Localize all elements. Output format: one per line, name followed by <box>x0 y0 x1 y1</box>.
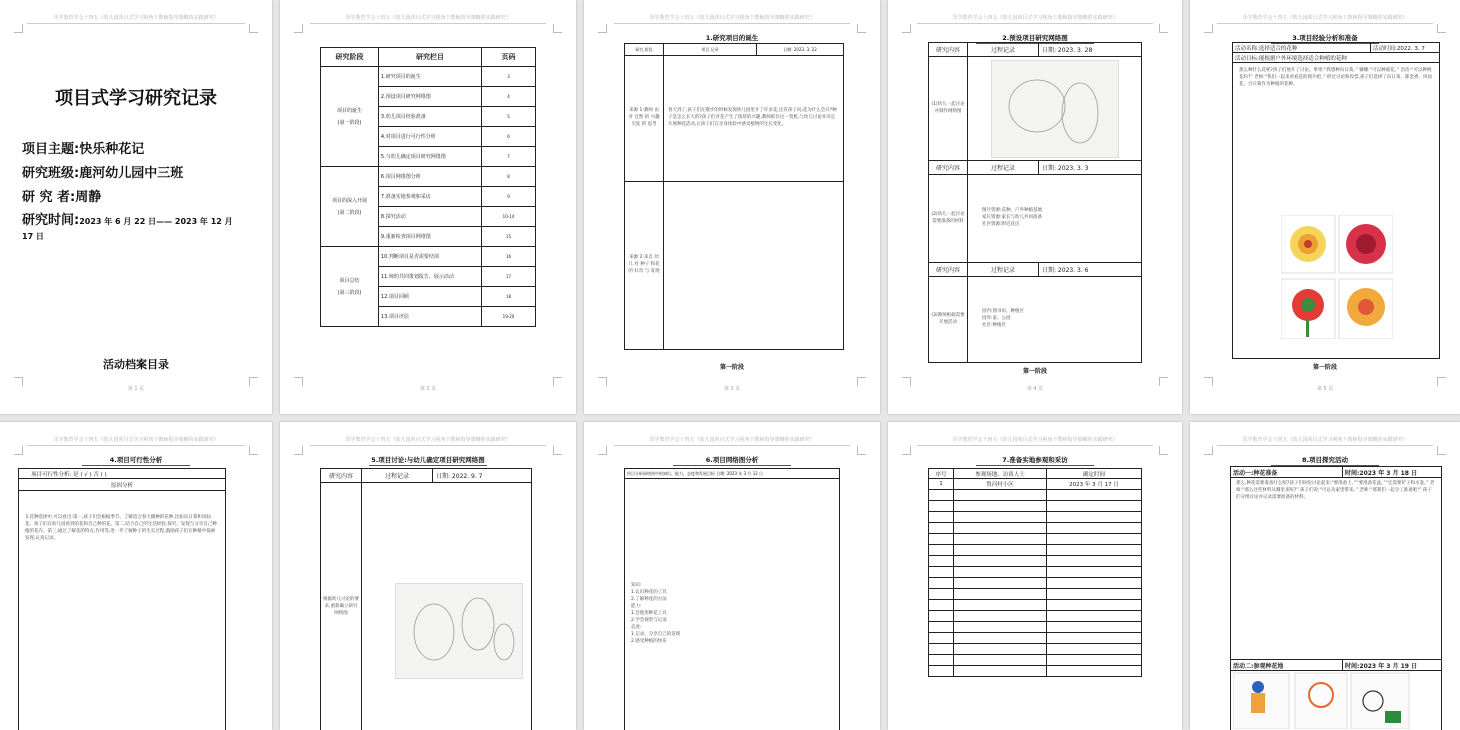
stage-label: 第一阶段 <box>719 364 744 371</box>
page-header: 乐学教育学会十四五《幼儿园项目式学习视角下教师指导策略的实践研究》 <box>1190 436 1460 446</box>
page-header: 乐学教育学会十四五《幼儿园项目式学习视角下教师指导策略的实践研究》 <box>584 14 880 24</box>
activity-text: 那么,种花需要准备什么呢?孩子们纷纷讨论起来:“要准备土。”“要准备花盆。”“还需要铲子和水壶。” 老师:“那么这些材料从哪里来呢?” 孩子们说:“可以从家里带来。” 老师:“那我们一起分工准备吧!” 孩子们分组讨论并记录需要准备的材料。 <box>1231 478 1442 660</box>
section-title: 3.项目经验分析和准备 <box>1190 33 1460 44</box>
network-sketch-photo <box>395 583 523 679</box>
page-header: 乐学教育学会十四五《幼儿园项目式学习视角下教师指导策略的实践研究》 <box>0 14 272 24</box>
doc-page-6[interactable] <box>0 422 272 730</box>
page-number: 第 5 页 <box>1316 386 1334 392</box>
section-title: 2.预设项目研究网络图 <box>888 33 1182 44</box>
network-sketch-photo <box>991 60 1119 158</box>
section-title: 5.项目讨论:与幼儿确定项目研究网络图 <box>280 455 576 466</box>
contents-table: 研究阶段 研究栏目 页码 项目的诞生 (第一阶段) 1.研究项目的诞生 3 2.预设项目研究网络图 4 3.幼儿项目经验准备 5 4.对项目进行可行性分析 6 5.与幼儿确定项目研究网络图 7 项目的深入开展 (第二阶段) 6.项目网络图分析 8 7.准备实地参观和采访 9 8.探究活动 10-14 9.重新检查项目网络图 15 项目总结 (第三阶段) 10.判断项目是否需要结项 16 11.师幼共同策划报告、展示活动 17 12.项目回顾 18 13.项目评估 19-20 <box>320 47 536 327</box>
feasibility-text: 在花种选择中,可以看出:第一,孩子们会根据季节、了解适合春天播种的花种,比如向日葵和凤仙花、孩子们在幼儿园看到的花和自己种的花。第二,结合自己的生活经验,探究、发现与分享自己种植的花卉。第三,通过了解花的特点,作用等,进一步了解种子的生长过程,鼓励孩子们在种植中探索发现,认真记录。 <box>19 491 226 730</box>
doc-page-8[interactable] <box>584 422 880 730</box>
page-header: 乐学教育学会十四五《幼儿园项目式学习视角下教师指导策略的实践研究》 <box>280 436 576 446</box>
toc-item[interactable]: 11.师幼共同策划报告、展示活动 <box>378 267 481 287</box>
page-header: 乐学教育学会十四五《幼儿园项目式学习视角下教师指导策略的实践研究》 <box>0 436 272 446</box>
doc-page-1[interactable] <box>0 0 272 414</box>
activity-table: 活动名称:选择适合的花种 活动时间:2022. 3. 7 活动目标:能根据户外环境选择适合种植的花种 那么种什么花呢?孩子们展开了讨论。果果:“我想种向日葵。” 姗姗:“可以种菊花。” 浩浩:“可以种桃花吗?” 老师:“我们一起来看看花的图片吧。” 经过讨论和投票,孩子们选择了向日葵、郁金香、凤仙花、百日菊作为种植的花种。 <box>1232 42 1440 359</box>
page-header: 乐学教育学会十四五《幼儿园项目式学习视角下教师指导策略的实践研究》 <box>888 14 1182 24</box>
section-title: 1.研究项目的诞生 <box>584 33 880 44</box>
page-header: 乐学教育学会十四五《幼儿园项目式学习视角下教师指导策略的实践研究》 <box>584 436 880 446</box>
page-number: 第 3 页 <box>723 386 741 392</box>
stage-label: 第一阶段 <box>1022 368 1047 375</box>
toc-item[interactable]: 7.准备实地参观和采访 <box>378 187 481 207</box>
record-text: 春天到了,孩子们在散步的时候发现幼儿园里开了许多花,还有孩子问,花为什么会开?种子是怎么长大的?孩子们对花产生了浓厚的兴趣,教师抓住这一契机,与幼儿讨论并决定开展种花活动,让孩子们在亲身体验中感受植物的生长变化。 <box>664 56 844 182</box>
toc-item[interactable]: 10.判断项目是否需要结项 <box>378 247 481 267</box>
doc-page-4[interactable] <box>888 0 1182 414</box>
page-number: 第 2 页 <box>419 386 437 392</box>
section-title: 7.准备实地参观和采访 <box>888 455 1182 466</box>
doc-page-10[interactable] <box>1190 422 1460 730</box>
page-number: 第 1 页 <box>127 386 145 392</box>
visit-table: 序号 参观场地、访谈人士 确定时间 1 鲁河村小区 2023 年 3 月 17 日 <box>928 468 1142 677</box>
toc-item[interactable]: 5.与幼儿确定项目研究网络图 <box>378 147 481 167</box>
doc-page-3[interactable] <box>584 0 880 414</box>
analysis-table: 项目分析网络图中的知识、能力、态度和发展目标 日期: 2023 年 3 月 12 日 知识: 1.认识种花的工具 2.了解种花的方法 能力: 1.会使用种花工具 2.学会观察与记录 态度: 1.记录、分享自己的发现 2.感受种植的快乐 <box>624 468 840 730</box>
cover-title: 项目式学习研究记录 <box>55 88 217 109</box>
doc-page-5[interactable] <box>1190 0 1460 414</box>
section-title: 6.项目网络图分析 <box>584 455 880 466</box>
activity-table: 活动一:种花准备 时间:2023 年 3 月 18 日 那么,种花需要准备什么呢?孩子们纷纷讨论起来:“要准备土。”“要准备花盆。”“还需要铲子和水壶。” 老师:“那么这些材料从哪里来呢?” 孩子们说:“可以从家里带来。” 老师:“那我们一起分工准备吧!” 孩子们分组讨论并记录需要准备的材料。 活动二:参观种花地 时间:2023 年 3 月 19 日 <box>1230 466 1442 730</box>
toc-item[interactable]: 1.研究项目的诞生 <box>378 67 481 87</box>
toc-item[interactable]: 13.项目评估 <box>378 307 481 327</box>
toc-item[interactable]: 6.项目网络图分析 <box>378 167 481 187</box>
toc-item[interactable]: 4.对项目进行可行性分析 <box>378 127 481 147</box>
record-table: 研究内容 过程记录 日期: 2022. 9. 7 根据幼儿讨论的要求,重新确立研究网络图 <box>320 468 532 730</box>
record-table: 研究内容 过程记录 日期: 2023. 3. 28 (1)幼儿一起讨论并制作网络图 研究内容 过程记录 日期: 2023. 3. 3 (2)幼儿一起讨论需要准备的材料 图片资源:花种、户外种植基地 家长资源:家长与幼儿共同准备 社区资源:附近花店 研究内容 过程记录 日期: 2023. 3. 6 (3)教师根据需要开展活动 园内:图书角、种植区 园外:家、公园 社区:种植区 <box>928 42 1142 363</box>
sketch-lines <box>992 61 1118 157</box>
toc-item[interactable]: 12.项目回顾 <box>378 287 481 307</box>
stage-cell: 项目的深入开展 (第二阶段) <box>321 167 379 247</box>
doc-page-9[interactable] <box>888 422 1182 730</box>
toc-item[interactable]: 9.重新检查项目网络图 <box>378 227 481 247</box>
cover-info: 项目主题:快乐种花记 研究班级:鹿河幼儿园中三班 研 究 者:周静 研究时间:2023 年 6 月 22 日—— 2023 年 12 月 17 日 <box>22 142 233 241</box>
activity-text: 那么种什么花呢?孩子们展开了讨论。果果:“我想种向日葵。” 姗姗:“可以种菊花。” 浩浩:“可以种桃花吗?” 老师:“我们一起来看看花的图片吧。” 经过讨论和投票,孩子们选择了向日葵、郁金香、凤仙花、百日菊作为种植的花种。 <box>1239 68 1432 87</box>
toc-item[interactable]: 3.幼儿项目经验准备 <box>378 107 481 127</box>
section-title: 4.项目可行性分析 <box>0 455 272 466</box>
toc-item[interactable]: 2.预设项目研究网络图 <box>378 87 481 107</box>
flower-drawings <box>1281 215 1393 339</box>
page-header: 乐学教育学会十四五《幼儿园项目式学习视角下教师指导策略的实践研究》 <box>280 14 576 24</box>
feasibility-table: 项目可行性分析: 是 ( √ ) 否 ( ) 原因分析 在花种选择中,可以看出:第一,孩子们会根据季节、了解适合春天播种的花种,比如向日葵和凤仙花、孩子们在幼儿园看到的花和自己种的花。第二,结合自己的生活经验,探究、发现与分享自己种植的花卉。第三,通过了解花的特点,作用等,进一步了解种子的生长过程,鼓励孩子们在种植中探索发现,认真记录。 <box>18 468 226 730</box>
stage-cell: 项目的诞生 (第一阶段) <box>321 67 379 167</box>
sketch-lines <box>396 584 522 678</box>
doc-page-2[interactable] <box>280 0 576 414</box>
child-drawings <box>1233 671 1413 729</box>
record-table: 研究 阶段 项目 记录 日期: 2023. 3. 22 来源 1:教师 由对 自然 的 兴趣 引发 的 思考 春天到了,孩子们在散步的时候发现幼儿园里开了许多花,还有孩子问,花为什么会开?种子是怎么长大的?孩子们对花产生了浓厚的兴趣,教师抓住这一契机,与幼儿讨论并决定开展种花活动,让孩子们在亲身体验中感受植物的生长变化。 来源 2:来自 幼儿 对 种子 和花 的 好奇 与 发现 <box>624 43 844 350</box>
page-header: 乐学教育学会十四五《幼儿园项目式学习视角下教师指导策略的实践研究》 <box>1190 14 1460 24</box>
stage-cell: 项目总结 (第三阶段) <box>321 247 379 327</box>
page-header: 乐学教育学会十四五《幼儿园项目式学习视角下教师指导策略的实践研究》 <box>888 436 1182 446</box>
stage-label: 第一阶段 <box>1312 364 1337 371</box>
section-title: 8.项目探究活动 <box>1190 455 1460 466</box>
doc-page-7[interactable] <box>280 422 576 730</box>
cover-footer-title: 活动档案目录 <box>103 358 169 371</box>
toc-item[interactable]: 8.探究活动 <box>378 207 481 227</box>
page-number: 第 4 页 <box>1026 386 1044 392</box>
